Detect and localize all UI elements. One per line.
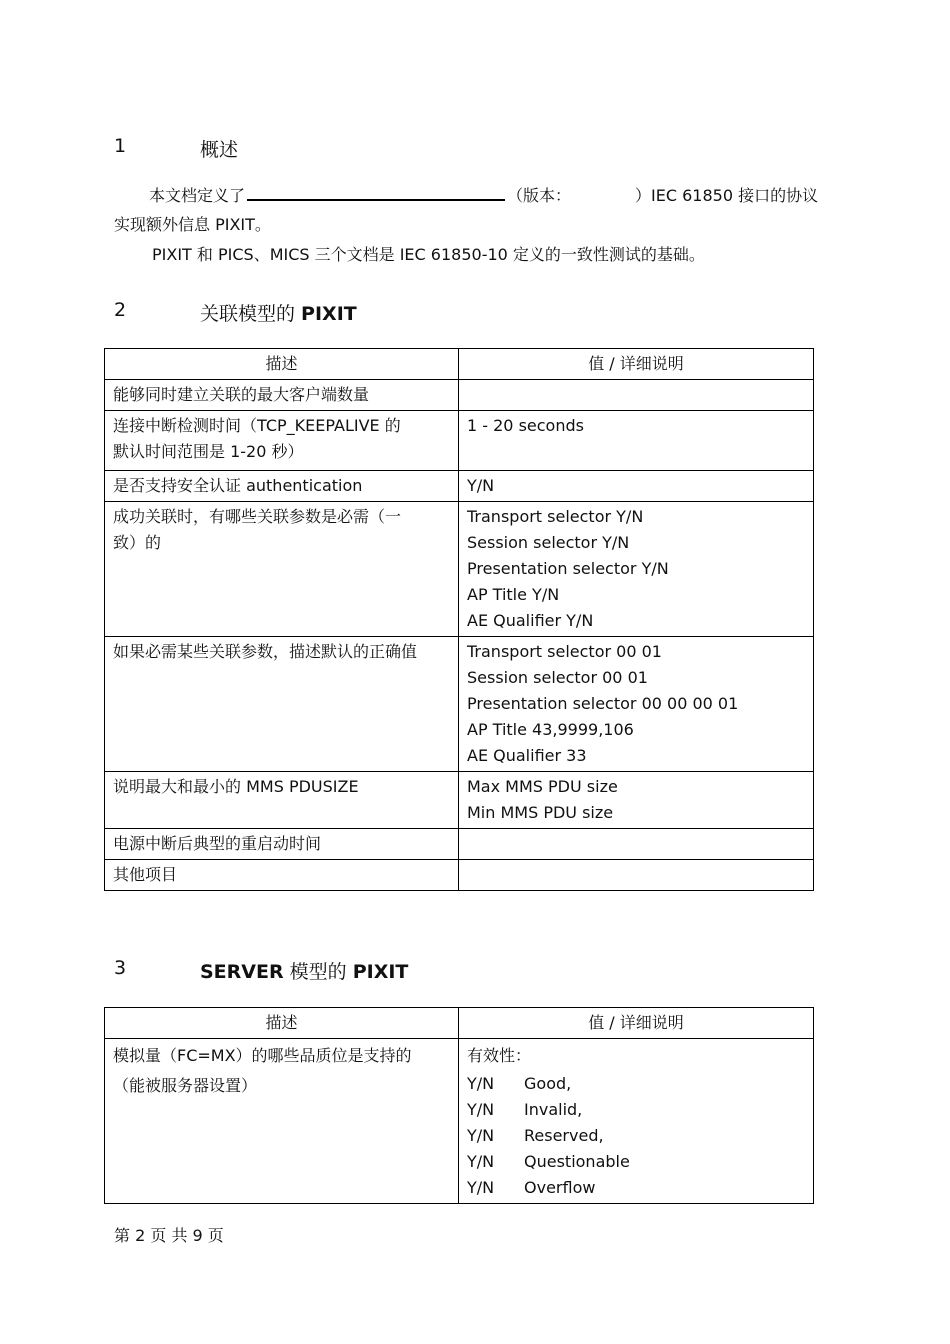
value-line: 1 - 20 seconds [467, 416, 584, 435]
section-3-title-cn: 模型的 [283, 961, 353, 983]
row-value [459, 772, 814, 829]
row-desc: 其他项目 [105, 860, 459, 891]
row-desc: 能够同时建立关联的最大客户端数量 [105, 380, 459, 411]
section-3-title-prefix: SERVER [200, 961, 284, 983]
value-line: AE Qualifier Y/N [467, 611, 594, 630]
quality-option-good [467, 1071, 805, 1097]
desc-line: 模拟量（FC=MX）的哪些品质位是支持的 [113, 1046, 412, 1065]
intro-version-label: （版本： [507, 186, 572, 205]
header-value: 值 / 详细说明 [459, 349, 814, 380]
table-row [105, 829, 814, 860]
desc-line: 默认时间范围是 1-20 秒） [113, 442, 304, 461]
yn-label: Y/N [467, 1100, 495, 1119]
header-description: 描述 [105, 1008, 459, 1039]
table-row [105, 1039, 814, 1204]
row-desc [105, 502, 459, 637]
row-desc: 电源中断后典型的重启动时间 [105, 829, 459, 860]
document-name-blank [247, 185, 505, 201]
intro-line-1-start: 本文档定义了 [149, 186, 246, 205]
value-line: AP Title 43,9999,106 [467, 720, 634, 739]
row-value [459, 411, 814, 471]
option-label: Reserved, [524, 1126, 604, 1145]
value-line: Session selector Y/N [467, 533, 630, 552]
intro-line-1-end: ）IEC 61850 接口的协议 [635, 186, 819, 205]
desc-line: 如果必需某些关联参数，描述默认的正确值 [113, 642, 418, 661]
yn-label: Y/N [467, 1152, 495, 1171]
table-row [105, 411, 814, 471]
option-label: Overflow [524, 1178, 596, 1197]
desc-line: 连接中断检测时间（TCP_KEEPALIVE 的 [113, 416, 401, 435]
server-pixit-table [104, 1007, 814, 1204]
section-2-title [200, 299, 357, 326]
value-line: Session selector 00 01 [467, 668, 648, 687]
quality-option-overflow [467, 1175, 805, 1201]
row-value [459, 1039, 814, 1204]
association-pixit-table [104, 348, 814, 891]
table-header-row [105, 349, 814, 380]
table-row [105, 502, 814, 637]
row-desc: 是否支持安全认证 authentication [105, 471, 459, 502]
desc-line: 说明最大和最小的 MMS PDUSIZE [113, 777, 359, 796]
table-row [105, 380, 814, 411]
option-label: Questionable [524, 1152, 630, 1171]
section-1-number: 1 [114, 135, 127, 157]
header-value: 值 / 详细说明 [459, 1008, 814, 1039]
value-line: Presentation selector Y/N [467, 559, 669, 578]
option-label: Invalid, [524, 1100, 583, 1119]
quality-option-questionable [467, 1149, 805, 1175]
value-line: Presentation selector 00 00 00 01 [467, 694, 739, 713]
page-number-footer: 第 2 页 共 9 页 [114, 1226, 224, 1245]
value-line: Min MMS PDU size [467, 803, 614, 822]
quality-option-invalid [467, 1097, 805, 1123]
desc-line: 成功关联时，有哪些关联参数是必需（一 [113, 507, 402, 526]
row-desc [105, 411, 459, 471]
validity-label: 有效性： [467, 1046, 532, 1065]
yn-label: Y/N [467, 1126, 495, 1145]
option-label: Good, [524, 1074, 572, 1093]
row-desc [105, 1039, 459, 1204]
row-desc [105, 772, 459, 829]
row-value: Y/N [459, 471, 814, 502]
table-header-row [105, 1008, 814, 1039]
row-value [459, 829, 814, 860]
value-line: Max MMS PDU size [467, 777, 618, 796]
value-line: Transport selector 00 01 [467, 642, 662, 661]
header-description: 描述 [105, 349, 459, 380]
section-3-title [200, 957, 408, 984]
section-2-title-bold: PIXIT [301, 303, 357, 325]
row-value [459, 380, 814, 411]
value-line: Transport selector Y/N [467, 507, 644, 526]
table-row [105, 860, 814, 891]
row-desc [105, 637, 459, 772]
intro-line-3: PIXIT 和 PICS、MICS 三个文档是 IEC 61850-10 定义的一致性测试的基础。 [152, 245, 705, 264]
intro-line-2: 实现额外信息 PIXIT。 [114, 215, 271, 234]
table-row [105, 471, 814, 502]
section-2-number: 2 [114, 299, 127, 321]
desc-line: （能被服务器设置） [113, 1076, 258, 1095]
yn-label: Y/N [467, 1074, 495, 1093]
table-row [105, 772, 814, 829]
quality-option-reserved [467, 1123, 805, 1149]
intro-line-1 [149, 182, 849, 210]
value-line: AP Title Y/N [467, 585, 560, 604]
table-row [105, 637, 814, 772]
row-value [459, 637, 814, 772]
row-value [459, 502, 814, 637]
desc-line: 致）的 [113, 533, 162, 552]
section-3-number: 3 [114, 957, 127, 979]
section-1-title: 概述 [200, 139, 239, 161]
row-value [459, 860, 814, 891]
section-3-title-bold: PIXIT [352, 961, 409, 983]
section-2-title-cn: 关联模型的 [200, 303, 302, 325]
yn-label: Y/N [467, 1178, 495, 1197]
value-line: AE Qualifier 33 [467, 746, 587, 765]
